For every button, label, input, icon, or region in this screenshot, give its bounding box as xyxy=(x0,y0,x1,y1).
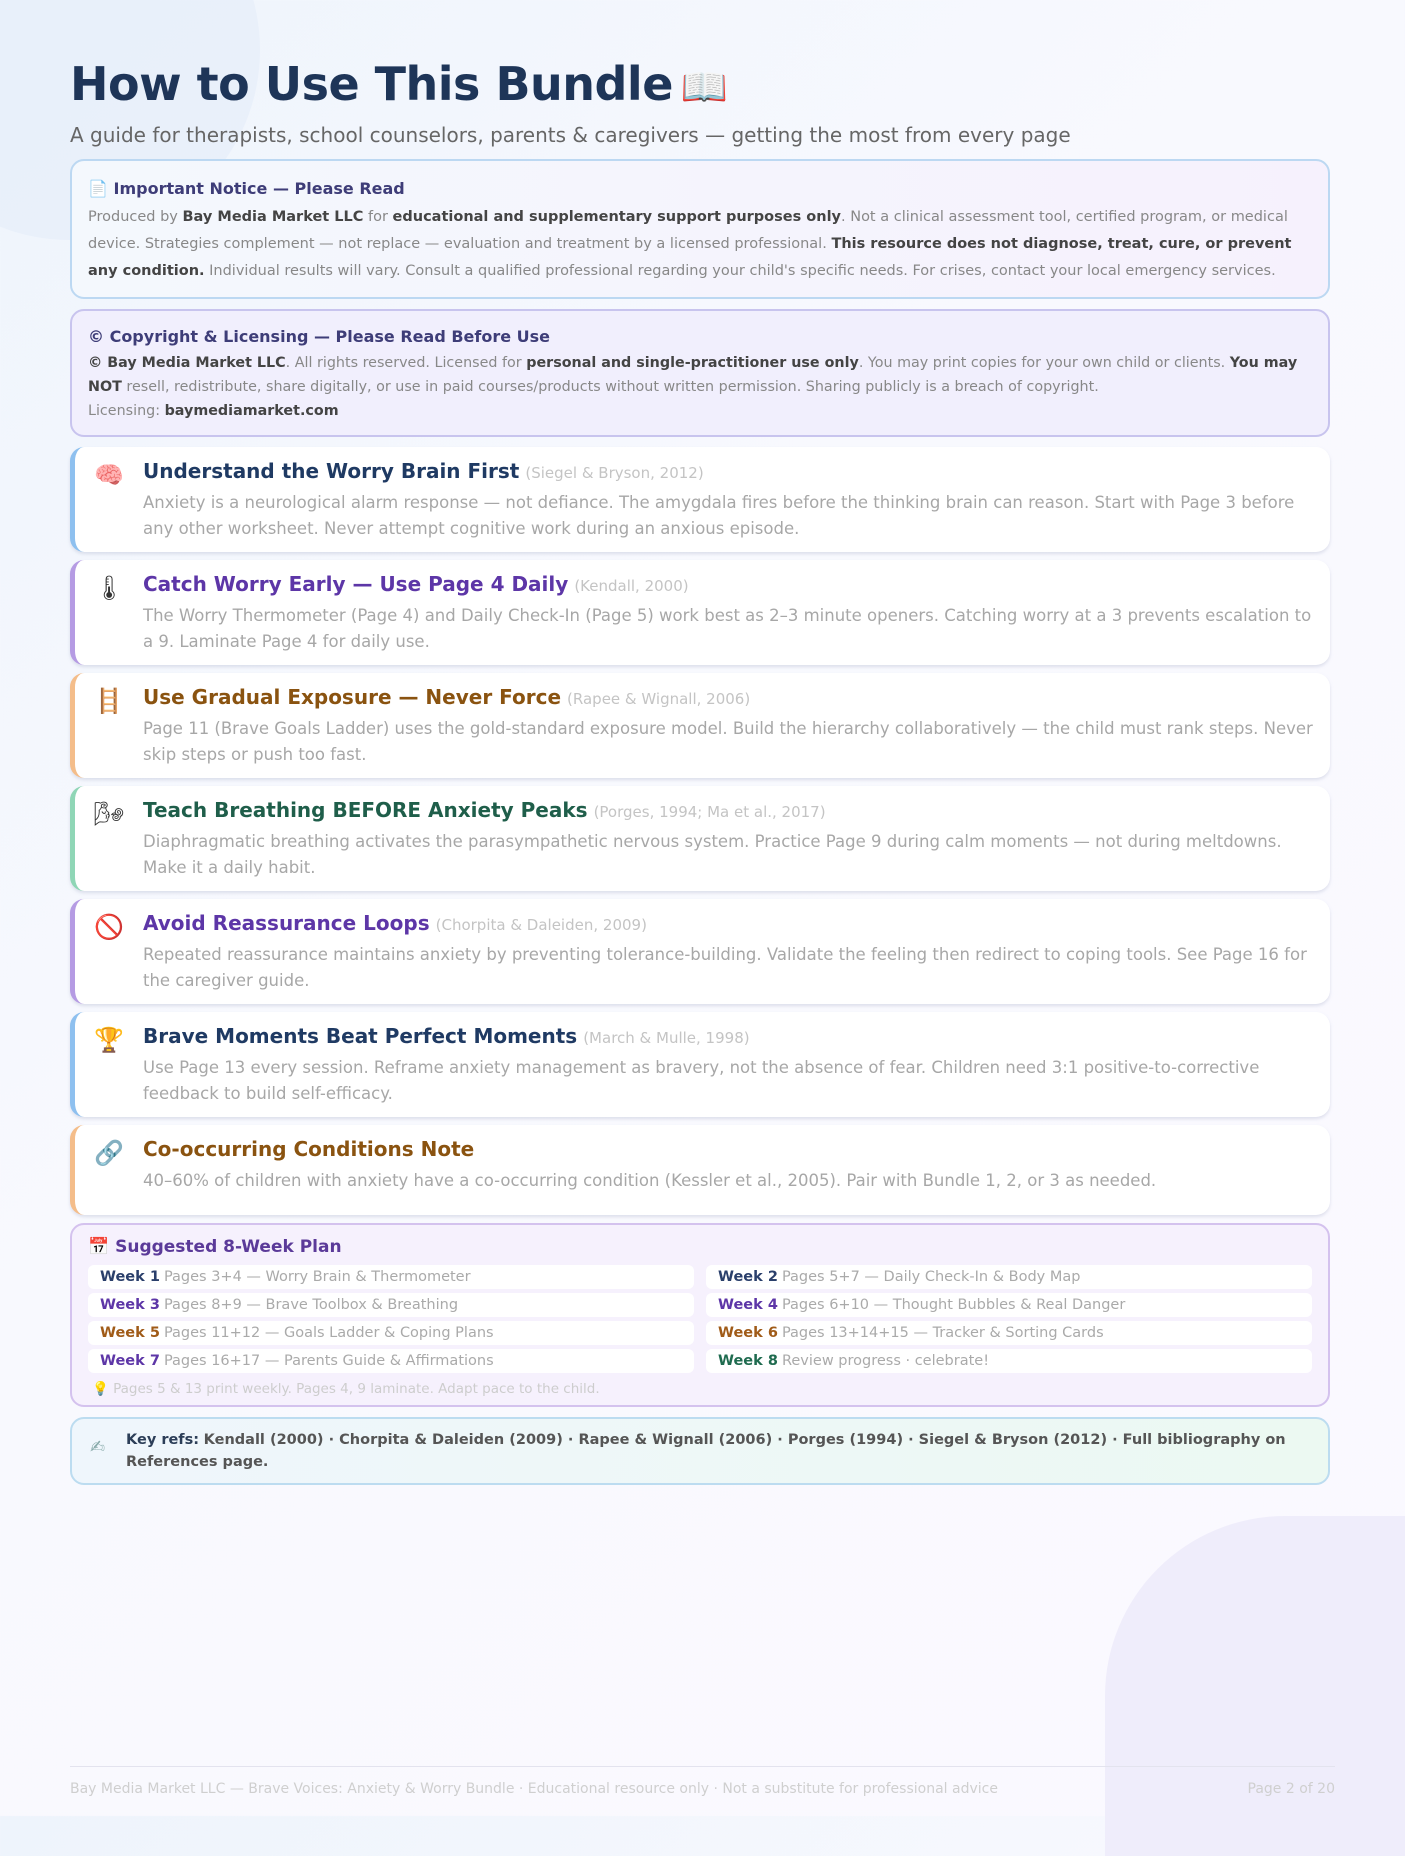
tip-title: Brave Moments Beat Perfect Moments (March & Mulle, 1998) xyxy=(143,1024,750,1048)
tip-body: The Worry Thermometer (Page 4) and Daily Check-In (Page 5) work best as 2–3 minute openers. Catching worry at a 3 prevents escalation to a 9. Laminate Page 4 for daily use. xyxy=(143,606,1312,651)
week-item xyxy=(88,1293,694,1317)
copyright-text: © Bay Media Market LLC. All rights reserved. Licensed for personal and single-practitioner use only. You may print copies for your own child or clients. You may NOT resell, redistribute, share digitally, or use in paid courses/products without written permission. Sharing publicly is a breach of copyright. xyxy=(88,355,1298,395)
week-label: Week 2 xyxy=(718,1269,778,1285)
week-grid xyxy=(88,1265,1312,1373)
tip-card xyxy=(70,1012,1330,1117)
week-item xyxy=(706,1265,1312,1289)
week-text: Pages 13+14+15 — Tracker & Sorting Cards xyxy=(781,1325,1104,1341)
tip-title: Catch Worry Early — Use Page 4 Daily (Kendall, 2000) xyxy=(143,572,689,596)
lightbulb-icon: 💡 xyxy=(92,1381,109,1397)
document-icon: 📄 xyxy=(88,179,108,198)
week-label: Week 3 xyxy=(100,1297,160,1313)
background-blob-bottom-right xyxy=(1105,1516,1405,1856)
tip-citation: (Chorpita & Daleiden, 2009) xyxy=(435,916,647,934)
copyright-box xyxy=(70,309,1330,437)
tip-icon: 🧠 xyxy=(94,461,124,489)
tip-body: Repeated reassurance maintains anxiety by preventing tolerance-building. Validate the feeling then redirect to coping tools. See Page 16 for the caregiver guide. xyxy=(143,945,1307,990)
notice-text: Produced by Bay Media Market LLC for educational and supplementary support purposes only. Not a clinical assessment tool, certified program, or medical device. Strategies complement — not replace — evaluation and treatment by a licensed professional. This resource does not diagnose, treat, cure, or prevent any condition. Individual results will vary. Consult a qualified professional regarding your child's specific needs. For crises, contact your local emergency services. xyxy=(88,209,1292,279)
tip-icon: 🪜 xyxy=(94,687,124,715)
page-number: Page 2 of 20 xyxy=(1247,1781,1335,1797)
tip-citation: (Porges, 1994; Ma et al., 2017) xyxy=(593,803,826,821)
refs-label: Key refs: xyxy=(126,1432,200,1448)
licensing-link[interactable]: baymediamarket.com xyxy=(164,403,339,419)
page-content xyxy=(70,54,1330,1485)
week-text: Pages 3+4 — Worry Brain & Thermometer xyxy=(163,1269,471,1285)
week-text: Pages 16+17 — Parents Guide & Affirmations xyxy=(163,1353,494,1369)
tip-body: Use Page 13 every session. Reframe anxiety management as bravery, not the absence of fear. Children need 3:1 positive-to-corrective feedback to build self-efficacy. xyxy=(143,1058,1260,1103)
tip-title: Use Gradual Exposure — Never Force (Rapee & Wignall, 2006) xyxy=(143,685,751,709)
tip-card xyxy=(70,560,1330,665)
licensing-line: Licensing: baymediamarket.com xyxy=(88,403,339,419)
week-item xyxy=(706,1293,1312,1317)
week-text: Pages 5+7 — Daily Check-In & Body Map xyxy=(781,1269,1081,1285)
tip-title: Co-occurring Conditions Note xyxy=(143,1137,475,1161)
tip-body: Page 11 (Brave Goals Ladder) uses the gold-standard exposure model. Build the hierarchy collaboratively — the child must rank steps. Never skip steps or push too fast. xyxy=(143,719,1313,764)
tip-citation: (Siegel & Bryson, 2012) xyxy=(525,464,704,482)
week-label: Week 5 xyxy=(100,1325,160,1341)
week-text: Pages 11+12 — Goals Ladder & Coping Plans xyxy=(163,1325,494,1341)
tip-card xyxy=(70,447,1330,552)
important-notice-box xyxy=(70,159,1330,299)
week-item xyxy=(706,1349,1312,1373)
week-label: Week 4 xyxy=(718,1297,778,1313)
tip-icon: 🌡 xyxy=(93,574,125,602)
tips-list xyxy=(70,447,1330,1215)
tip-title: Avoid Reassurance Loops (Chorpita & Daleiden, 2009) xyxy=(143,911,647,935)
page-title: How to Use This Bundle 📖 xyxy=(70,57,728,111)
week-item xyxy=(88,1349,694,1373)
week-label: Week 8 xyxy=(718,1353,778,1369)
tip-title: Understand the Worry Brain First (Siegel & Bryson, 2012) xyxy=(143,459,704,483)
week-item xyxy=(88,1265,694,1289)
key-references-box xyxy=(70,1417,1330,1485)
tip-title: Teach Breathing BEFORE Anxiety Peaks (Porges, 1994; Ma et al., 2017) xyxy=(143,798,826,822)
tip-icon: 🔗 xyxy=(94,1139,124,1167)
page-subtitle: A guide for therapists, school counselors, parents & caregivers — getting the most from every page xyxy=(70,123,1071,147)
week-text: Review progress · celebrate! xyxy=(781,1353,990,1369)
tip-icon: 🏆 xyxy=(94,1026,124,1054)
page-footer xyxy=(70,1766,1335,1797)
week-text: Pages 6+10 — Thought Bubbles & Real Danger xyxy=(781,1297,1126,1313)
calendar-icon: 📅 xyxy=(88,1237,110,1257)
tip-body: Anxiety is a neurological alarm response — not defiance. The amygdala fires before the thinking brain can reason. Start with Page 3 before any other worksheet. Never attempt cognitive work during an anxious episode. xyxy=(143,493,1295,538)
book-icon: 📖 xyxy=(680,65,728,109)
tip-citation: (Kendall, 2000) xyxy=(574,577,689,595)
refs-text: Kendall (2000) · Chorpita & Daleiden (2009) · Rapee & Wignall (2006) · Porges (1994) · Siegel & Bryson (2012) · Full bibliography on References page. xyxy=(126,1432,1286,1470)
week-item xyxy=(88,1321,694,1345)
tip-body: 40–60% of children with anxiety have a co-occurring condition (Kessler et al., 2005). Pair with Bundle 1, 2, or 3 as needed. xyxy=(143,1171,1157,1190)
tip-card xyxy=(70,899,1330,1004)
tip-icon: 🌬 xyxy=(93,800,125,828)
week-label: Week 1 xyxy=(100,1269,160,1285)
tip-icon: 🚫 xyxy=(94,913,124,941)
tip-card xyxy=(70,786,1330,891)
footer-disclaimer: Bay Media Market LLC — Brave Voices: Anxiety & Worry Bundle · Educational resource only · Not a substitute for professional advice xyxy=(70,1781,998,1797)
tip-card xyxy=(70,673,1330,778)
eight-week-plan xyxy=(70,1223,1330,1407)
week-label: Week 7 xyxy=(100,1353,160,1369)
week-item xyxy=(706,1321,1312,1345)
plan-title: 📅 Suggested 8-Week Plan xyxy=(88,1237,342,1257)
tip-citation: (Rapee & Wignall, 2006) xyxy=(567,690,751,708)
pencil-icon: ✍ xyxy=(90,1437,106,1458)
tip-card xyxy=(70,1125,1330,1215)
plan-note: 💡 Pages 5 & 13 print weekly. Pages 4, 9 laminate. Adapt pace to the child. xyxy=(92,1381,600,1397)
copyright-title: © Copyright & Licensing — Please Read Before Use xyxy=(88,327,551,346)
week-label: Week 6 xyxy=(718,1325,778,1341)
tip-citation: (March & Mulle, 1998) xyxy=(583,1029,750,1047)
notice-title: 📄 Important Notice — Please Read xyxy=(88,179,405,198)
week-text: Pages 8+9 — Brave Toolbox & Breathing xyxy=(163,1297,459,1313)
tip-body: Diaphragmatic breathing activates the parasympathetic nervous system. Practice Page 9 during calm moments — not during meltdowns. Make it a daily habit. xyxy=(143,832,1282,877)
